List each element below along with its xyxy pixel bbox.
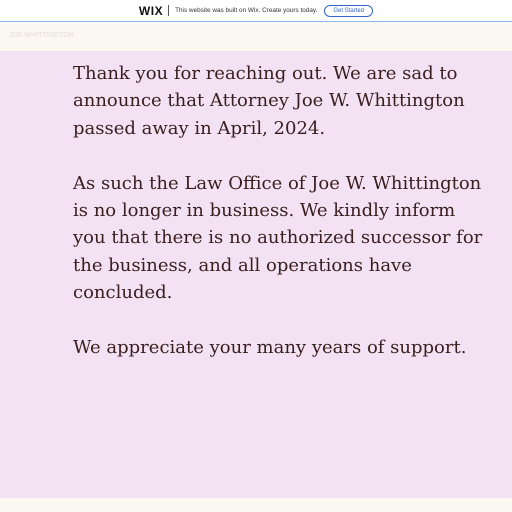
site-title[interactable]: JOE WHITTINGTON <box>9 32 74 39</box>
footer-strip <box>0 498 512 512</box>
wix-banner <box>0 0 512 22</box>
banner-divider <box>168 5 169 16</box>
site-header <box>0 23 512 51</box>
content-panel <box>0 51 512 498</box>
notice-paragraph-2: As such the Law Office of Joe W. Whittington is no longer in business. We kindly inform you that there is no authorized successor for the business, and all operations have concluded. <box>73 172 483 304</box>
wix-banner-message: This website was built on Wix. Create yours today. <box>175 7 318 14</box>
notice-text <box>73 60 493 361</box>
get-started-button[interactable]: Get Started <box>324 5 373 17</box>
wix-logo[interactable]: WIX <box>138 3 164 18</box>
notice-paragraph-3: We appreciate your many years of support. <box>73 337 467 359</box>
notice-paragraph-1: Thank you for reaching out. We are sad to announce that Attorney Joe W. Whittington passed away in April, 2024. <box>73 63 465 139</box>
